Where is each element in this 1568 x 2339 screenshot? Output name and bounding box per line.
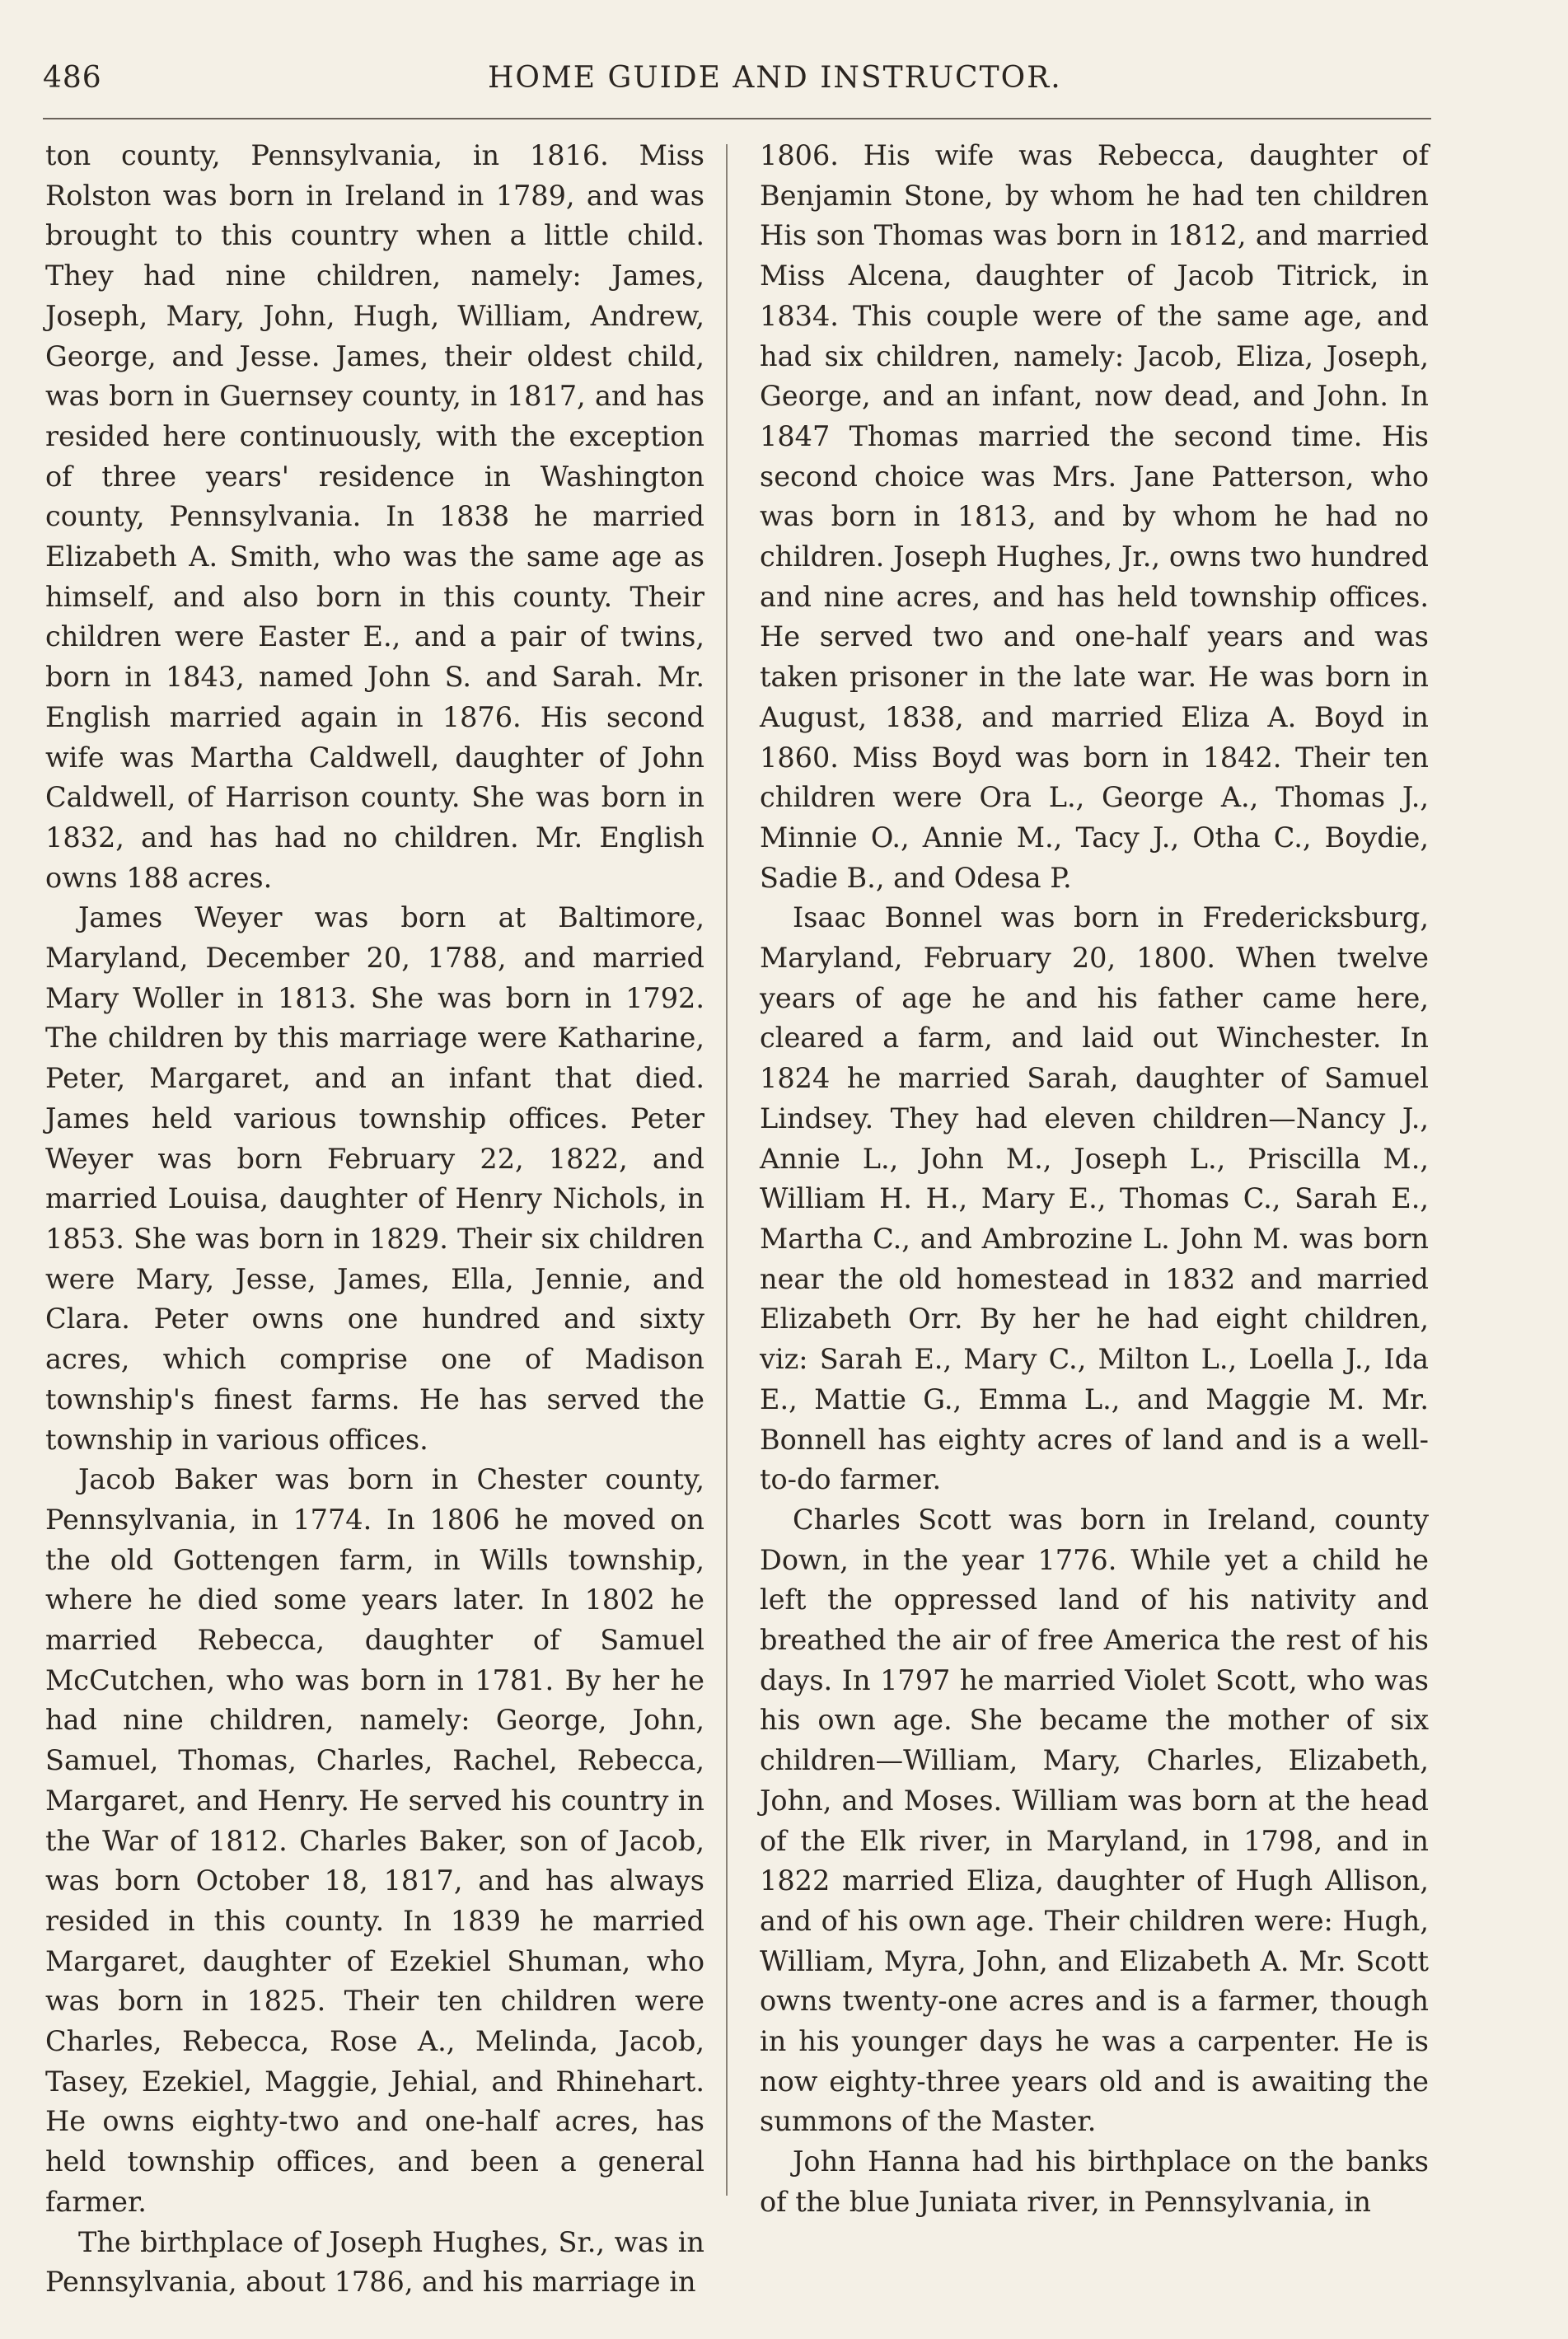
paragraph: Charles Scott was born in Ireland, county Down, in the year 1776. While yet a child he left the oppressed land of his nativity and breathed the air of free America the rest of his days. In 1797 he married Violet Scott, who was his own age. She became the mother of six children—William, Mary, Charles, Elizabeth, John, and Moses. William was born at the head of the Elk river, in Maryland, in 1798, and in 1822 married Eliza, daughter of Hugh Allison, and of his own age. Their children were: Hugh, William, Myra, John, and Elizabeth A. Mr. Scott owns twenty-one acres and is a farmer, though in his younger days he was a carpenter. He is now eighty-three years old and is awaiting the summons of the Master. <box>760 1503 1429 2138</box>
paragraph: John Hanna had his birthplace on the banks of the blue Juniata river, in Pennsylvania, in <box>760 2145 1429 2218</box>
header-rule <box>43 118 1431 119</box>
paragraph: ton county, Pennsylvania, in 1816. Miss Rolston was born in Ireland in 1789, and was brought to this country when a little child. They had nine children, namely: James, Joseph, Mary, John, Hugh, William, Andrew, George, and Jesse. James, their oldest child, was born in Guernsey county, in 1817, and has resided here continuously, with the exception of three years' residence in Washington county, Pennsylvania. In 1838 he married Elizabeth A. Smith, who was the same age as himself, and also born in this county. Their children were Easter E., and a pair of twins, born in 1843, named John S. and Sarah. Mr. English married again in 1876. His second wife was Martha Caldwell, daughter of John Caldwell, of Harrison county. She was born in 1832, and has had no children. Mr. English owns 188 acres. <box>45 139 704 894</box>
paragraph: Jacob Baker was born in Chester county, Pennsylvania, in 1774. In 1806 he moved on the old Gottengen farm, in Wills township, where he died some years later. In 1802 he married Rebecca, daughter of Samuel McCutchen, who was born in 1781. By her he had nine children, namely: George, John, Samuel, Thomas, Charles, Rachel, Rebecca, Margaret, and Henry. He served his country in the War of 1812. Charles Baker, son of Jacob, was born October 18, 1817, and has always resided in this county. In 1839 he married Margaret, daughter of Ezekiel Shuman, who was born in 1825. Their ten children were Charles, Rebecca, Rose A., Melinda, Jacob, Tasey, Ezekiel, Maggie, Jehial, and Rhinehart. He owns eighty-two and one-half acres, has held township offices, and been a general farmer. <box>45 1463 704 2218</box>
left-column <box>45 136 704 2303</box>
page-number: 486 <box>43 61 102 95</box>
right-column <box>760 136 1429 2223</box>
paragraph: 1806. His wife was Rebecca, daughter of Benjamin Stone, by whom he had ten children His son Thomas was born in 1812, and married Miss Alcena, daughter of Jacob Titrick, in 1834. This couple were of the same age, and had six children, namely: Jacob, Eliza, Joseph, George, and an infant, now dead, and John. In 1847 Thomas married the second time. His second choice was Mrs. Jane Patterson, who was born in 1813, and by whom he had no children. Joseph Hughes, Jr., owns two hundred and nine acres, and has held township offices. He served two and one-half years and was taken prisoner in the late war. He was born in August, 1838, and married Eliza A. Boyd in 1860. Miss Boyd was born in 1842. Their ten children were Ora L., George A., Thomas J., Minnie O., Annie M., Tacy J., Otha C., Boydie, Sadie B., and Odesa P. <box>760 139 1429 894</box>
paragraph: James Weyer was born at Baltimore, Maryland, December 20, 1788, and married Mary Woller in 1813. She was born in 1792. The children by this marriage were Katharine, Peter, Margaret, and an infant that died. James held various township offices. Peter Weyer was born February 22, 1822, and married Louisa, daughter of Henry Nichols, in 1853. She was born in 1829. Their six children were Mary, Jesse, James, Ella, Jennie, and Clara. Peter owns one hundred and sixty acres, which comprise one of Madison township's finest farms. He has served the township in various offices. <box>45 901 704 1456</box>
page-header <box>43 61 1435 110</box>
column-divider <box>726 144 728 2196</box>
paragraph: Isaac Bonnel was born in Fredericksburg, Maryland, February 20, 1800. When twelve years of age he and his father came here, cleared a farm, and laid out Winchester. In 1824 he married Sarah, daughter of Samuel Lindsey. They had eleven children—Nancy J., Annie L., John M., Joseph L., Priscilla M., William H. H., Mary E., Thomas C., Sarah E., Martha C., and Ambrozine L. John M. was born near the old homestead in 1832 and married Elizabeth Orr. By her he had eight children, viz: Sarah E., Mary C., Milton L., Loella J., Ida E., Mattie G., Emma L., and Maggie M. Mr. Bonnell has eighty acres of land and is a well-to-do farmer. <box>760 901 1429 1496</box>
paragraph: The birthplace of Joseph Hughes, Sr., was in Pennsylvania, about 1786, and his marriage in <box>45 2225 704 2299</box>
running-title: HOME GUIDE AND INSTRUCTOR. <box>488 61 1062 95</box>
